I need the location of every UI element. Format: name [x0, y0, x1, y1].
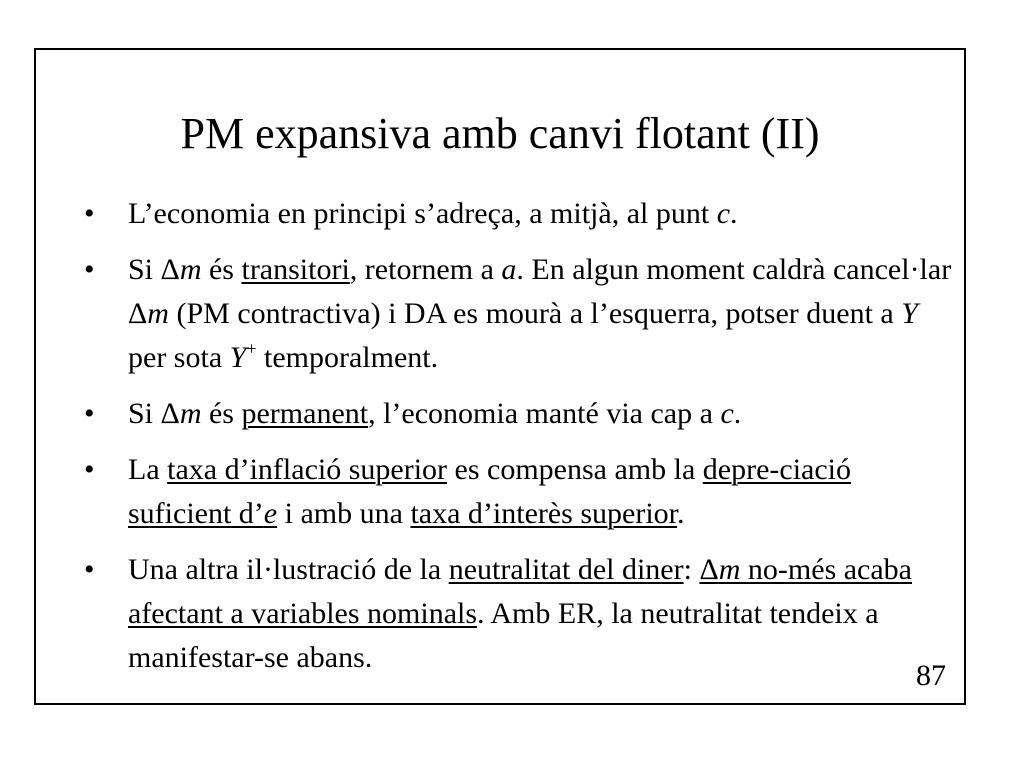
bullet-marker: •: [84, 397, 95, 430]
bullet-text: [128, 553, 912, 674]
bullet-text-segment: no-més acaba afectant a variables nominals: [128, 553, 912, 630]
bullet-item: [76, 248, 956, 380]
bullet-text-segment: Δ: [699, 553, 719, 586]
bullet-item: [76, 192, 956, 236]
bullet-text-segment: c: [716, 197, 731, 230]
bullet-text-segment: m: [147, 297, 169, 330]
bullet-text-segment: (PM contractiva) i DA es mourà a l’esquerra, potser duent a: [168, 297, 902, 330]
slide-title: PM expansiva amb canvi flotant (II): [180, 109, 820, 158]
bullet-item: [76, 548, 956, 680]
bullet-text-segment: Y: [229, 341, 247, 374]
bullet-text-segment: es compensa amb la: [447, 453, 703, 486]
bullet-item: [76, 448, 956, 536]
bullet-text-segment: m: [718, 553, 741, 586]
bullet-text: [128, 253, 951, 374]
bullet-text-segment: temporalment.: [256, 341, 439, 374]
bullet-text: [128, 453, 851, 530]
bullet-text-segment: taxa d’interès superior: [410, 497, 678, 530]
bullet-text-segment: a: [501, 253, 517, 286]
bullet-text: [128, 397, 741, 430]
bullet-text-segment: neutralitat del diner: [448, 553, 684, 586]
bullet-text-segment: . En algun moment caldrà cancel·lar Δ: [128, 253, 952, 330]
bullet-text-segment: és: [201, 397, 242, 430]
bullet-text-segment: Y: [901, 297, 918, 330]
bullet-text-segment: , l’economia manté via cap a: [368, 397, 721, 430]
bullet-text-segment: Si Δ: [128, 397, 180, 430]
bullet-text-segment: e: [263, 497, 278, 530]
bullet-text-segment: depre-ciació suficient d’: [128, 453, 852, 530]
bullet-text-segment: .: [730, 197, 738, 230]
bullet-text-segment: +: [246, 338, 257, 359]
bullet-text-segment: taxa d’inflació superior: [167, 453, 448, 486]
bullet-marker: •: [84, 253, 95, 286]
bullet-item: [76, 392, 956, 436]
bullet-text-segment: , retornem a: [349, 253, 502, 286]
bullet-text: [128, 197, 738, 230]
bullet-list: [76, 192, 956, 692]
bullet-text-segment: L’economia en principi s’adreça, a mitjà, al punt: [128, 197, 717, 230]
bullet-text-segment: .: [677, 497, 685, 530]
bullet-text-segment: .: [733, 397, 742, 430]
page-number: 87: [916, 659, 946, 692]
bullet-marker: •: [84, 197, 95, 230]
bullet-text-segment: :: [683, 553, 700, 586]
bullet-text-segment: transitori: [241, 253, 350, 286]
bullet-text-segment: per sota: [128, 341, 230, 374]
bullet-text-segment: m: [179, 253, 202, 286]
bullet-text-segment: és: [201, 253, 242, 286]
bullet-text-segment: . Amb ER, la neutralitat tendeix a manifestar-se abans.: [128, 597, 879, 674]
bullet-text-segment: La: [128, 453, 168, 486]
bullet-text-segment: i amb una: [277, 497, 411, 530]
bullet-text-segment: Una altra il·lustració de la: [128, 553, 449, 586]
bullet-text-segment: c: [720, 397, 734, 430]
bullet-marker: •: [84, 553, 95, 586]
bullet-text-segment: Si Δ: [128, 253, 180, 286]
bullet-text-segment: m: [179, 397, 202, 430]
slide-frame: [34, 48, 966, 705]
bullet-marker: •: [84, 453, 95, 486]
bullet-text-segment: permanent: [241, 397, 369, 430]
